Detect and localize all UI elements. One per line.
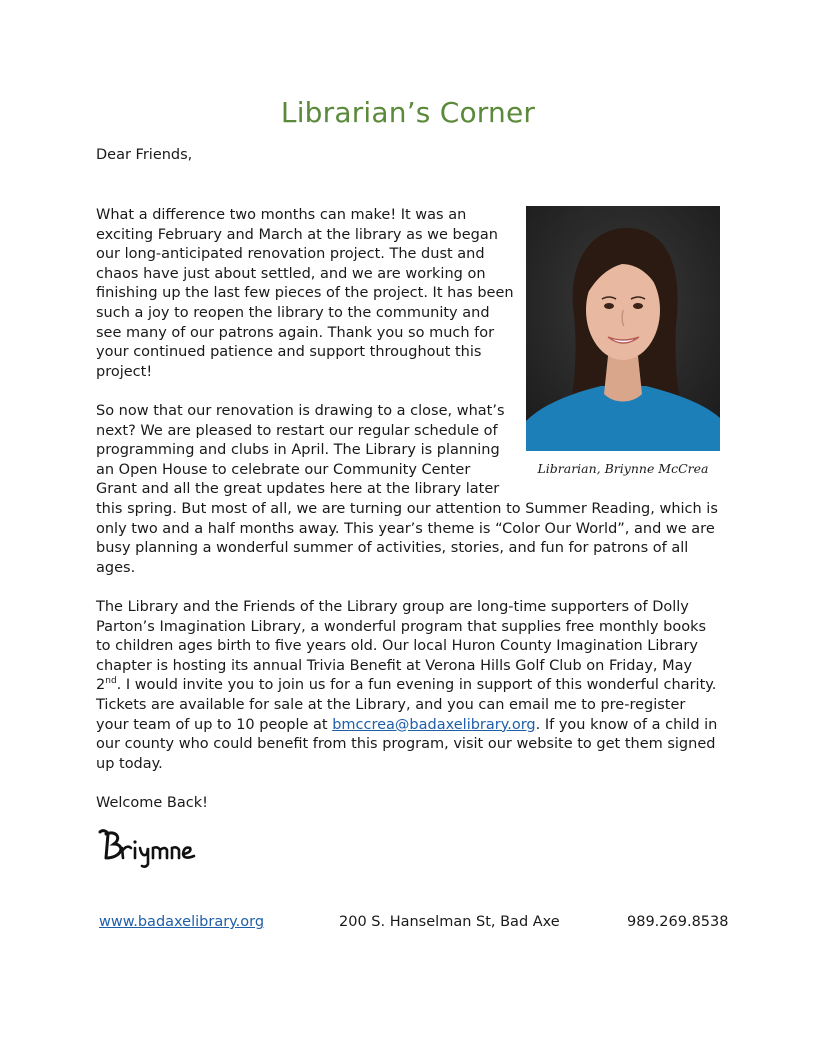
paragraph-3-text-c: . If you know of a child in our county who could benefit from this program, visit our website to get them signed up today. [96,716,718,772]
photo-caption: Librarian, Briynne McCrea [537,461,709,476]
paragraph-3-text-a: The Library and the Friends of the Library group are long-time supporters of Dolly Parton’s Imagination Library, a wonderful program that supplies free monthly books to children ages birth to five years old. Our local Huron County Imagination Library chapter is hosting its annual Trivia Benefit at Verona Hills Golf Club on Friday, May 2 [96,599,707,694]
library-address: 200 S. Hanselman St, Bad Axe [339,914,560,930]
ordinal-suffix: nd [105,676,117,687]
paragraph-1: What a difference two months can make! It was an exciting February and March at the library as we began our long-anticipated renovation project. The dust and chaos have just about settled, and we are working on finishing up the last few pieces of the project. It has been such a joy to reopen the library to the community and see many of our patrons again. Thank you so much for your continued patience and support throughout this project! [96,207,514,380]
page-title: Librarian’s Corner [280,96,536,129]
paragraph-2-block [96,402,720,578]
photo-wrap-spacer [506,402,720,484]
closing-line: Welcome Back! [96,795,208,811]
signature-image [96,824,206,868]
website-link[interactable]: www.badaxelibrary.org [99,914,265,930]
paragraph-2: So now that our renovation is drawing to a close, what’s next? We are pleased to restart our regular schedule of programming and clubs in April. The Library is planning an Open House to celebrate our Community Center Grant and all the great updates here at the library later this spring. But most of all, we are turning our attention to Summer Reading, which is only two and a half months away. This year’s theme is “Color Our World”, and we are busy planning a wonderful summer of activities, stories, and fun for patrons of all ages. [96,403,718,576]
signature [96,824,206,868]
greeting: Dear Friends, [96,147,193,163]
paragraph-3 [96,598,720,774]
paragraph-3-text-b: . I would invite you to join us for a fun evening in support of this wonderful charity. Tickets are available for sale at the Library, and you can email me to pre-register your team of up to 10 people at [96,677,717,733]
email-link[interactable]: bmccrea@badaxelibrary.org [332,716,536,733]
library-phone: 989.269.8538 [627,914,729,930]
